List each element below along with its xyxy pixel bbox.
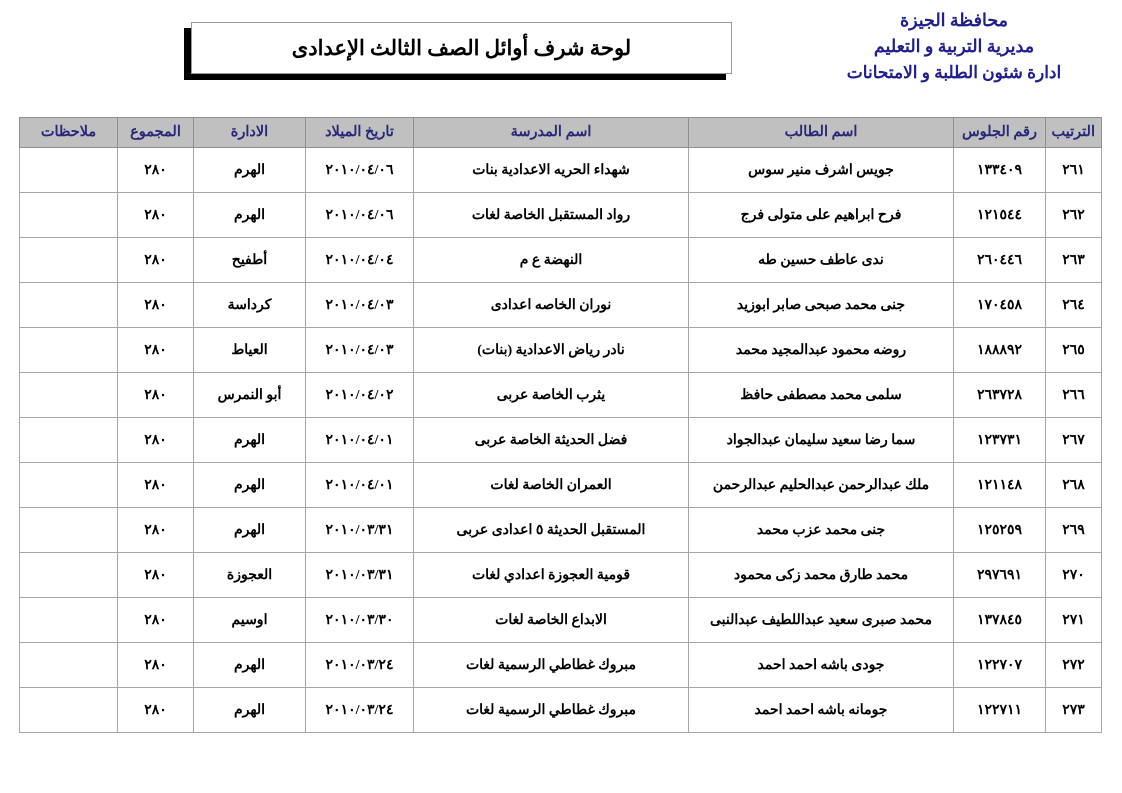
table-body (20, 148, 1102, 733)
cell-seat: ١٣٧٨٤٥ (954, 598, 1046, 643)
cell-admin: العياط (194, 328, 306, 373)
cell-rank: ٢٦٥ (1046, 328, 1102, 373)
cell-name: ملك عبدالرحمن عبدالحليم عبدالرحمن (689, 463, 954, 508)
cell-rank: ٢٦٩ (1046, 508, 1102, 553)
cell-birth: ٢٠١٠/٠٣/٣١ (306, 508, 414, 553)
title-plaque-shadow-bottom (184, 74, 726, 80)
table-row (20, 553, 1102, 598)
cell-admin: الهرم (194, 193, 306, 238)
column-header-birth: تاريخ الميلاد (306, 118, 414, 148)
cell-name: جنى محمد عزب محمد (689, 508, 954, 553)
page-title: لوحة شرف أوائل الصف الثالث الإعدادى (291, 35, 632, 60)
cell-school: شهداء الحريه الاعدادية بنات (414, 148, 689, 193)
title-plaque-container (184, 22, 732, 78)
cell-school: فضل الحديثة الخاصة عربى (414, 418, 689, 463)
cell-rank: ٢٦٨ (1046, 463, 1102, 508)
column-header-admin: الادارة (194, 118, 306, 148)
cell-school: نادر رياض الاعدادية (بنات) (414, 328, 689, 373)
cell-total: ٢٨٠ (118, 328, 194, 373)
table-header-row (20, 118, 1102, 148)
table-header (20, 118, 1102, 148)
cell-birth: ٢٠١٠/٠٤/٠٣ (306, 283, 414, 328)
cell-seat: ٢٦٠٤٤٦ (954, 238, 1046, 283)
cell-birth: ٢٠١٠/٠٣/٣١ (306, 553, 414, 598)
cell-notes (20, 373, 118, 418)
cell-rank: ٢٦٤ (1046, 283, 1102, 328)
cell-notes (20, 688, 118, 733)
cell-total: ٢٨٠ (118, 553, 194, 598)
cell-seat: ١٧٠٤٥٨ (954, 283, 1046, 328)
cell-seat: ١٣٣٤٠٩ (954, 148, 1046, 193)
cell-admin: كرداسة (194, 283, 306, 328)
column-header-name: اسم الطالب (689, 118, 954, 148)
cell-name: سما رضا سعيد سليمان عبدالجواد (689, 418, 954, 463)
cell-rank: ٢٧٠ (1046, 553, 1102, 598)
cell-school: النهضة ع م (414, 238, 689, 283)
cell-name: محمد طارق محمد زكى محمود (689, 553, 954, 598)
column-header-seat: رقم الجلوس (954, 118, 1046, 148)
cell-birth: ٢٠١٠/٠٤/٠٤ (306, 238, 414, 283)
cell-school: رواد المستقبل الخاصة لغات (414, 193, 689, 238)
cell-birth: ٢٠١٠/٠٤/٠١ (306, 418, 414, 463)
cell-seat: ١٢٥٢٥٩ (954, 508, 1046, 553)
cell-notes (20, 463, 118, 508)
table-row (20, 328, 1102, 373)
honor-roll-table-container (20, 117, 1102, 733)
cell-admin: الهرم (194, 148, 306, 193)
table-row (20, 238, 1102, 283)
cell-rank: ٢٦٦ (1046, 373, 1102, 418)
cell-rank: ٢٧٣ (1046, 688, 1102, 733)
cell-total: ٢٨٠ (118, 238, 194, 283)
cell-seat: ٢٩٧٦٩١ (954, 553, 1046, 598)
cell-seat: ١٢١١٤٨ (954, 463, 1046, 508)
cell-seat: ١٢٢٧١١ (954, 688, 1046, 733)
cell-rank: ٢٦١ (1046, 148, 1102, 193)
cell-rank: ٢٦٢ (1046, 193, 1102, 238)
cell-notes (20, 598, 118, 643)
table-row (20, 283, 1102, 328)
cell-name: جودى باشه احمد احمد (689, 643, 954, 688)
cell-name: فرح ابراهيم على متولى فرج (689, 193, 954, 238)
cell-rank: ٢٧٢ (1046, 643, 1102, 688)
cell-school: مبروك غطاطي الرسمية لغات (414, 643, 689, 688)
column-header-notes: ملاحظات (20, 118, 118, 148)
title-plaque (191, 22, 732, 74)
cell-birth: ٢٠١٠/٠٤/٠١ (306, 463, 414, 508)
department-line: ادارة شئون الطلبة و الامتحانات (846, 62, 1062, 82)
cell-notes (20, 418, 118, 463)
cell-total: ٢٨٠ (118, 508, 194, 553)
directorate-line: مديرية التربية و التعليم (873, 35, 1035, 56)
cell-notes (20, 238, 118, 283)
cell-admin: الهرم (194, 643, 306, 688)
cell-total: ٢٨٠ (118, 418, 194, 463)
honor-roll-table (19, 117, 1102, 733)
cell-name: جومانه باشه احمد احمد (689, 688, 954, 733)
cell-admin: الهرم (194, 508, 306, 553)
cell-school: مبروك غطاطي الرسمية لغات (414, 688, 689, 733)
cell-birth: ٢٠١٠/٠٣/٢٤ (306, 688, 414, 733)
cell-school: يثرب الخاصة عربى (414, 373, 689, 418)
table-row (20, 373, 1102, 418)
cell-total: ٢٨٠ (118, 643, 194, 688)
cell-admin: الهرم (194, 463, 306, 508)
cell-notes (20, 193, 118, 238)
cell-total: ٢٨٠ (118, 598, 194, 643)
cell-school: قومية العجوزة اعدادي لغات (414, 553, 689, 598)
cell-name: روضه محمود عبدالمجيد محمد (689, 328, 954, 373)
column-header-school: اسم المدرسة (414, 118, 689, 148)
cell-school: الابداع الخاصة لغات (414, 598, 689, 643)
cell-total: ٢٨٠ (118, 193, 194, 238)
cell-birth: ٢٠١٠/٠٣/٢٤ (306, 643, 414, 688)
cell-total: ٢٨٠ (118, 463, 194, 508)
cell-notes (20, 643, 118, 688)
column-header-total: المجموع (118, 118, 194, 148)
cell-rank: ٢٦٣ (1046, 238, 1102, 283)
cell-total: ٢٨٠ (118, 148, 194, 193)
cell-birth: ٢٠١٠/٠٤/٠٣ (306, 328, 414, 373)
ministry-heading (794, 8, 1114, 85)
cell-birth: ٢٠١٠/٠٤/٠٦ (306, 193, 414, 238)
table-row (20, 688, 1102, 733)
table-row (20, 463, 1102, 508)
cell-admin: أطفيح (194, 238, 306, 283)
cell-total: ٢٨٠ (118, 688, 194, 733)
cell-school: المستقبل الحديثة ٥ اعدادى عربى (414, 508, 689, 553)
table-row (20, 418, 1102, 463)
cell-admin: أبو النمرس (194, 373, 306, 418)
cell-admin: العجوزة (194, 553, 306, 598)
cell-name: ندى عاطف حسين طه (689, 238, 954, 283)
cell-name: محمد صبرى سعيد عبداللطيف عبدالنبى (689, 598, 954, 643)
cell-seat: ١٨٨٨٩٢ (954, 328, 1046, 373)
cell-notes (20, 553, 118, 598)
cell-birth: ٢٠١٠/٠٤/٠٢ (306, 373, 414, 418)
cell-seat: ١٢١٥٤٤ (954, 193, 1046, 238)
table-row (20, 643, 1102, 688)
cell-school: العمران الخاصة لغات (414, 463, 689, 508)
page-header (0, 0, 1122, 105)
cell-school: نوران الخاصه اعدادى (414, 283, 689, 328)
table-row (20, 148, 1102, 193)
cell-birth: ٢٠١٠/٠٤/٠٦ (306, 148, 414, 193)
cell-rank: ٢٦٧ (1046, 418, 1102, 463)
cell-seat: ١٢٢٧٠٧ (954, 643, 1046, 688)
cell-admin: اوسيم (194, 598, 306, 643)
cell-notes (20, 328, 118, 373)
cell-notes (20, 283, 118, 328)
cell-admin: الهرم (194, 688, 306, 733)
governorate-line: محافظة الجيزة (899, 10, 1009, 30)
table-row (20, 193, 1102, 238)
cell-notes (20, 508, 118, 553)
cell-seat: ١٢٣٧٣١ (954, 418, 1046, 463)
table-row (20, 508, 1102, 553)
cell-admin: الهرم (194, 418, 306, 463)
cell-name: جويس اشرف منير سوس (689, 148, 954, 193)
cell-total: ٢٨٠ (118, 283, 194, 328)
cell-birth: ٢٠١٠/٠٣/٣٠ (306, 598, 414, 643)
cell-rank: ٢٧١ (1046, 598, 1102, 643)
cell-name: جنى محمد صبحى صابر ابوزيد (689, 283, 954, 328)
cell-name: سلمى محمد مصطفى حافظ (689, 373, 954, 418)
cell-notes (20, 148, 118, 193)
cell-seat: ٢٦٣٧٢٨ (954, 373, 1046, 418)
title-plaque-shadow-right (184, 28, 191, 80)
column-header-rank: الترتيب (1046, 118, 1102, 148)
cell-total: ٢٨٠ (118, 373, 194, 418)
table-row (20, 598, 1102, 643)
